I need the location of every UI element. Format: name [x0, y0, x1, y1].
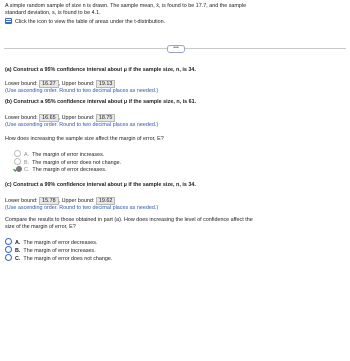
part-c-compare-line-1: Compare the results to those obtained in part (a). How does increasing the level of confidence affect the [5, 217, 253, 223]
option-letter: B. [15, 248, 21, 254]
part-c-lower-label: Lower bound: [5, 198, 38, 204]
option-text: The margin of error decreases. [23, 240, 98, 246]
part-c-answer-row [5, 197, 115, 205]
option-text: The margin of error decreases. [32, 167, 107, 173]
part-b-lower-input[interactable]: 16.65 [39, 114, 59, 122]
option-letter: C. [24, 167, 30, 173]
part-a-answer-row [5, 80, 115, 88]
option-text: The margin of error increases. [32, 152, 105, 158]
part-a-upper-label: , Upper bound: [58, 81, 95, 87]
option-letter: A. [15, 240, 21, 246]
part-b-option-c[interactable] [13, 166, 106, 174]
part-a-lower-input[interactable]: 16.27 [39, 80, 59, 88]
option-text: The margin of error increases. [23, 248, 96, 254]
option-letter: C. [15, 256, 21, 262]
option-letter: B. [24, 160, 30, 166]
part-b-upper-label: , Upper bound: [58, 115, 95, 121]
part-b-question: (b) Construct a 95% confidence interval about μ if the sample size, n, is 61. [5, 99, 197, 105]
part-c-lower-input[interactable]: 15.78 [39, 197, 59, 205]
option-text: The margin of error does not change. [23, 256, 113, 262]
part-a-upper-input[interactable]: 19.13 [96, 80, 116, 88]
part-b-answer-row [5, 114, 115, 122]
option-text: The margin of error does not change. [32, 160, 122, 166]
part-a-lower-label: Lower bound: [5, 81, 38, 87]
part-c-compare-line-2: size of the margin of error, E? [5, 224, 76, 230]
radio-icon[interactable] [14, 158, 21, 165]
part-b-hint: (Use ascending order. Round to two decimal places as needed.) [5, 122, 159, 128]
part-a-question: (a) Construct a 95% confidence interval about μ if the sample size, n, is 34. [5, 67, 196, 73]
part-b-upper-input[interactable]: 18.75 [96, 114, 116, 122]
part-a-hint: (Use ascending order. Round to two decimal places as needed.) [5, 88, 159, 94]
table-icon[interactable] [5, 18, 12, 24]
part-c-question: (c) Construct a 99% confidence interval about μ if the sample size, n, is 34. [5, 182, 196, 188]
part-c-upper-label: , Upper bound: [58, 198, 95, 204]
radio-icon[interactable] [5, 254, 12, 261]
radio-icon[interactable] [14, 150, 21, 157]
radio-selected-icon[interactable] [16, 166, 22, 172]
t-table-link-label: Click the icon to view the table of areas under the t-distribution. [15, 19, 166, 25]
part-c-upper-input[interactable]: 19.62 [96, 197, 116, 205]
more-button[interactable]: ••• [167, 45, 185, 53]
problem-statement-line-2: standard deviation, s, is found to be 4.1. [5, 10, 101, 16]
part-c-hint: (Use ascending order. Round to two decimal places as needed.) [5, 205, 159, 211]
t-table-link[interactable] [5, 18, 165, 26]
radio-icon[interactable] [5, 238, 12, 245]
part-c-option-c[interactable] [5, 254, 112, 263]
radio-icon[interactable] [5, 246, 12, 253]
part-b-follow-up: How does increasing the sample size affect the margin of error, E? [5, 136, 164, 142]
part-b-lower-label: Lower bound: [5, 115, 38, 121]
option-letter: A. [24, 152, 30, 158]
problem-statement-line-1: A simple random sample of size n is drawn. The sample mean, x̄, is found to be 17.7, and the sample [5, 3, 247, 9]
